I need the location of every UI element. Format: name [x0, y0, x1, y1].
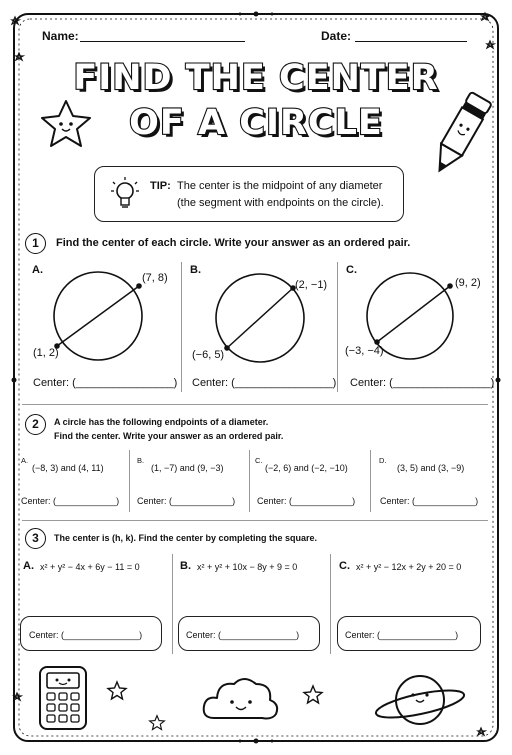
- section1-c-point1: (9, 2): [455, 277, 481, 289]
- section2-c-points: (−2, 6) and (−2, −10): [265, 463, 348, 473]
- section2-d-letter: D.: [379, 456, 387, 465]
- tip-label: TIP:: [150, 180, 171, 192]
- section3-c-equation: x² + y² − 12x + 2y + 20 = 0: [356, 562, 462, 572]
- section2-a-points: (−8, 3) and (4, 11): [32, 463, 104, 473]
- section3-number: 3: [25, 528, 46, 549]
- section2-b-points: (1, −7) and (9, −3): [151, 463, 224, 473]
- section3-c-letter: C.: [339, 560, 350, 572]
- section1-c-letter: C.: [346, 264, 357, 276]
- section1-a-point1: (7, 8): [142, 272, 168, 284]
- section2-d-answer[interactable]: Center: (____________): [380, 496, 479, 506]
- section3-b-letter: B.: [180, 560, 191, 572]
- section3-a-answer[interactable]: Center: (_______________): [29, 630, 143, 640]
- star-icon-right: [302, 684, 324, 706]
- lightbulb-icon: [110, 176, 140, 214]
- section3-a-equation: x² + y² − 4x + 6y − 11 = 0: [40, 562, 140, 572]
- date-field[interactable]: [355, 41, 467, 42]
- section3-a-letter: A.: [23, 560, 34, 572]
- section1-a-point2: (1, 2): [33, 347, 59, 359]
- calculator-mascot-icon: [36, 665, 92, 733]
- star-icon: [106, 680, 128, 702]
- section3-b-equation: x² + y² + 10x − 8y + 9 = 0: [197, 562, 298, 572]
- cloud-mascot-icon: [200, 672, 282, 728]
- star-mascot-icon: [38, 98, 94, 150]
- tip-box: [94, 166, 404, 222]
- name-label: Name:: [42, 29, 79, 43]
- page-title-line2: OF A CIRCLE: [129, 103, 383, 143]
- section1-b-answer[interactable]: Center: (________________): [192, 377, 337, 389]
- star-icon-small: [148, 714, 166, 732]
- section1-instruction: Find the center of each circle. Write your answer as an ordered pair.: [56, 237, 411, 249]
- date-label: Date:: [321, 29, 352, 43]
- section2-d-points: (3, 5) and (3, −9): [397, 463, 465, 473]
- section1-a-answer[interactable]: Center: (________________): [33, 377, 178, 389]
- section2-b-answer[interactable]: Center: (____________): [137, 496, 236, 506]
- page-title-line1: FIND THE CENTER: [73, 58, 439, 98]
- section2-a-letter: A.: [21, 456, 29, 465]
- section1-number: 1: [25, 233, 46, 254]
- name-field[interactable]: [80, 41, 245, 42]
- section3-instruction: The center is (h, k). Find the center by completing the square.: [54, 533, 318, 543]
- section2-b-letter: B.: [137, 456, 145, 465]
- section2-instruction-line2: Find the center. Write your answer as an ordered pair.: [54, 431, 284, 441]
- section1-c-point2: (−3, −4): [345, 345, 384, 357]
- section3-b-answer[interactable]: Center: (_______________): [186, 630, 300, 640]
- planet-mascot-icon: [372, 668, 468, 732]
- section1-c-answer[interactable]: Center: (________________): [350, 377, 495, 389]
- section2-c-letter: C.: [255, 456, 263, 465]
- tip-text-line2: (the segment with endpoints on the circle).: [177, 197, 384, 209]
- section2-number: 2: [25, 414, 46, 435]
- pencil-mascot-icon: [428, 90, 492, 180]
- section1-a-letter: A.: [32, 264, 43, 276]
- section1-b-point2: (−6, 5): [192, 349, 225, 361]
- section2-a-answer[interactable]: Center: (____________): [21, 496, 120, 506]
- section2-instruction-line1: A circle has the following endpoints of a diameter.: [54, 417, 269, 427]
- section1-b-point1: (2, −1): [295, 279, 328, 291]
- tip-text-line1: The center is the midpoint of any diameter: [177, 180, 383, 192]
- section3-c-answer[interactable]: Center: (_______________): [345, 630, 459, 640]
- section2-c-answer[interactable]: Center: (____________): [257, 496, 356, 506]
- section1-b-letter: B.: [190, 264, 201, 276]
